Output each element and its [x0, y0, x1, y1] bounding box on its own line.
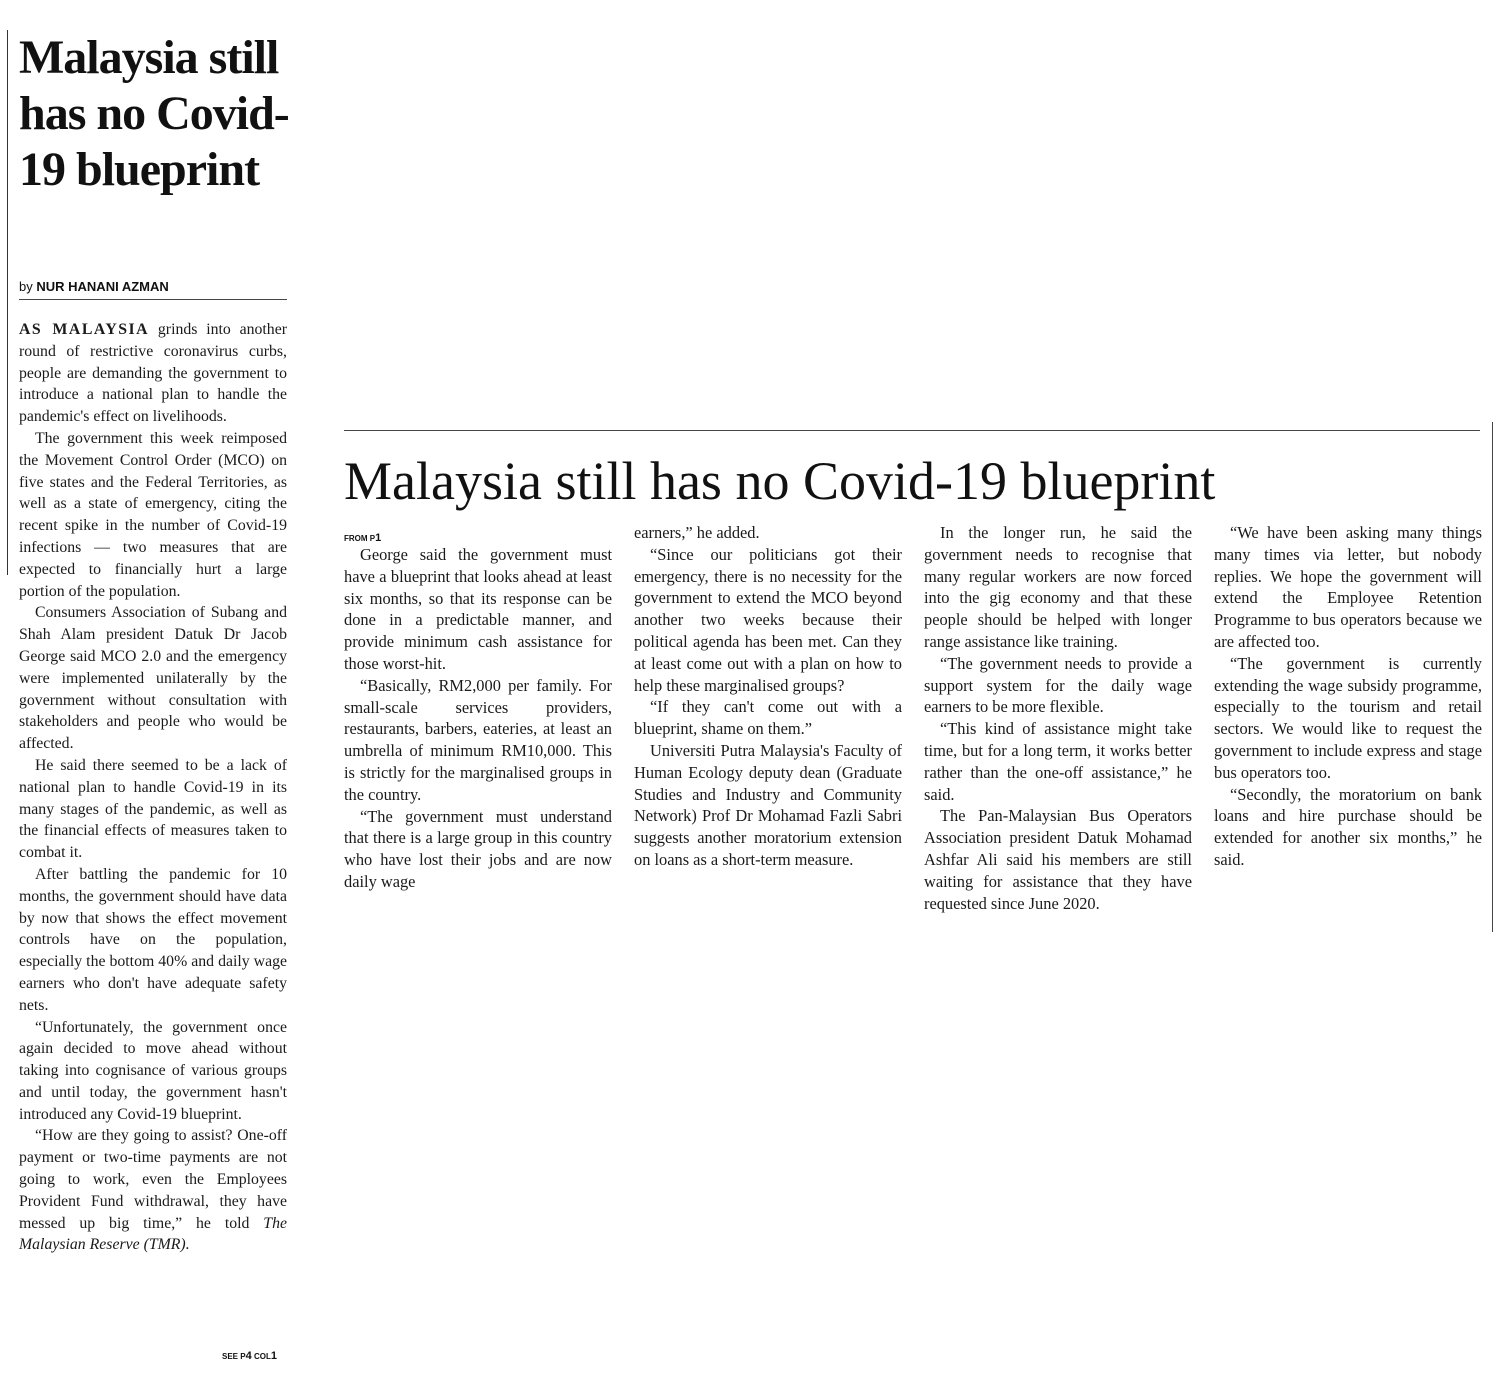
front-page-body: [19, 319, 287, 1256]
text-column-1: [344, 544, 612, 893]
lead-caps: AS MALAYSIA: [19, 321, 150, 338]
body-paragraph: Universiti Putra Malaysia's Faculty of Human Ecology deputy dean (Graduate Studies and Industry and Community Network) Prof Dr Mohamad Fazli Sabri suggests another moratorium extension on loans as a short-term measure.: [634, 740, 902, 869]
body-paragraph: “This kind of assistance might take time, but for a long term, it works better rather than the one-off assistance,” he said.: [924, 719, 1192, 804]
front-page-article: [0, 0, 300, 1379]
body-paragraph: “If they can't come out with a blueprint, shame on them.”: [634, 697, 902, 739]
jump-from-page: 1: [375, 532, 382, 544]
body-paragraph: earners,” he added.: [634, 523, 760, 542]
text-column-2: [634, 522, 902, 871]
jump-line-see: [222, 1350, 277, 1362]
body-paragraph: “Since our politicians got their emergency, there is no necessity for the government to extend the MCO beyond another two weeks because their political agenda has been met. Can they at least come out with a plan on how to help these marginalised groups?: [634, 544, 902, 695]
body-paragraph: After battling the pandemic for 10 months, the government should have data by now that shows the effect movement controls have on the population, especially the bottom 40% and daily wage earners who don't have adequate safety nets.: [19, 865, 287, 1014]
body-paragraph: The government this week reimposed the Movement Control Order (MCO) on five states and the Federal Territories, as well as a state of emergency, citing the recent spike in the number of Covid-19 infections — two measures that are expected to financially hurt a large portion of the population.: [19, 429, 287, 600]
jump-col-label: COL: [253, 1352, 271, 1361]
jump-line-from: [344, 532, 381, 544]
text-column-4: [1214, 522, 1482, 871]
jump-from-label: FROM P: [344, 534, 376, 543]
jump-col-number: 1: [270, 1350, 277, 1362]
body-paragraph: “Unfortunately, the government once again decided to move ahead without taking into cognisance of various groups and until today, the government hasn't introduced any Covid-19 blueprint.: [19, 1018, 287, 1123]
byline: [19, 279, 287, 300]
publication-name: The Malaysian Reserve (TMR).: [19, 1214, 287, 1254]
continuation-article: [344, 430, 1482, 940]
body-paragraph: “Basically, RM2,000 per family. For small-scale services providers, restaurants, barbers, eateries, at least an umbrella of minimum RM10,000. This is strictly for the marginalised groups in the country.: [344, 675, 612, 804]
body-paragraph: Consumers Association of Subang and Shah Alam president Datuk Dr Jacob George said MCO 2.0 and the emergency were implemented unilaterally by the government without consultation with stakeholders and people who would be affected.: [19, 604, 287, 753]
body-paragraph: [19, 1125, 287, 1256]
body-paragraph: In the longer run, he said the government needs to recognise that many regular workers are now forced into the gig economy and that these people should be helped with longer range assistance like training.: [924, 523, 1192, 651]
body-paragraph: “The government needs to provide a support system for the daily wage earners to be more flexible.: [924, 653, 1192, 717]
body-paragraph: “The government is currently extending the wage subsidy programme, especially to the tourism and retail sectors. We would like to request the government to include express and stage bus operators too.: [1214, 653, 1482, 782]
body-paragraph: “We have been asking many things many times via letter, but nobody replies. We hope the government will extend the Employee Retention Programme to bus operators because we are affected too.: [1214, 523, 1482, 651]
byline-author: NUR HANANI AZMAN: [36, 279, 169, 294]
byline-prefix: by: [19, 279, 33, 294]
body-paragraph: He said there seemed to be a lack of national plan to handle Covid-19 in its many stages of the pandemic, as well as the financial effects of measures taken to combat it.: [19, 756, 287, 862]
right-rule: [1492, 422, 1493, 932]
top-rule: [344, 430, 1480, 431]
body-paragraph: “The government must understand that there is a large group in this country who have lost their jobs and are now daily wage: [344, 806, 612, 891]
jump-page-number: 4: [245, 1350, 252, 1362]
body-paragraph: “Secondly, the moratorium on bank loans and hire purchase should be extended for another six months,” he said.: [1214, 784, 1482, 869]
continuation-headline: Malaysia still has no Covid-19 blueprint: [344, 451, 1216, 511]
body-paragraph: [19, 319, 287, 428]
paragraph-text: “How are they going to assist? One-off payment or two-time payments are not going to work, even the Employees Provident Fund withdrawal, they have messed up big time,” he told: [19, 1127, 287, 1232]
front-page-headline: Malaysia still has no Covid-19 blueprint: [19, 31, 289, 196]
body-paragraph: George said the government must have a blueprint that looks ahead at least six months, so that its response can be done in a predictable manner, and provide minimum cash assistance for those worst-hit.: [344, 545, 612, 673]
column-rule: [7, 30, 8, 575]
body-paragraph: The Pan-Malaysian Bus Operators Association president Datuk Mohamad Ashfar Ali said his members are still waiting for assistance that they have requested since June 2020.: [924, 806, 1192, 913]
jump-see-label: SEE P: [222, 1352, 246, 1361]
paragraph-text: grinds into another round of restrictive coronavirus curbs, people are demanding the government to introduce a national plan to handle the pandemic's effect on livelihoods.: [19, 321, 287, 426]
text-column-3: [924, 522, 1192, 914]
